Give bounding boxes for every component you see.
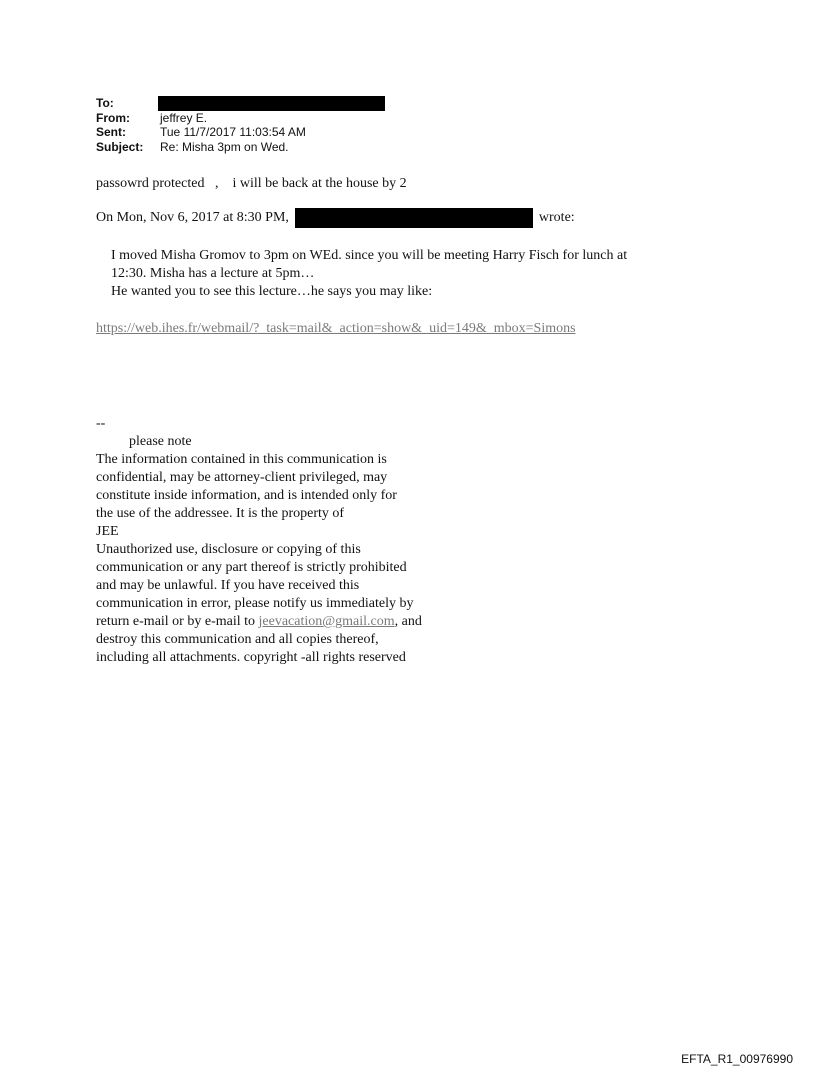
redaction-bar	[158, 96, 385, 111]
email-link[interactable]: jeevacation@gmail.com	[258, 614, 395, 629]
to-row	[96, 96, 385, 111]
signature-block	[96, 415, 476, 667]
subject-label: Subject:	[96, 139, 144, 154]
signature-line: destroy this communication and all copies thereof,	[96, 632, 379, 647]
signature-line: The information contained in this communication is	[96, 452, 387, 467]
quote-line: I moved Misha Gromov to 3pm on WEd. since you will be meeting Harry Fisch for lunch at	[111, 248, 628, 263]
signature-line: Unauthorized use, disclosure or copying of this	[96, 542, 361, 557]
attribution-prefix: On Mon, Nov 6, 2017 at 8:30 PM,	[96, 210, 289, 225]
from-row	[96, 111, 385, 126]
signature-line	[96, 613, 476, 631]
attribution-suffix: wrote:	[538, 210, 575, 225]
redaction-bar	[295, 208, 533, 228]
reply-text: passowrd protected , i will be back at the house by 2	[96, 176, 407, 191]
quote-attribution	[96, 208, 575, 228]
signature-text: , and	[394, 614, 422, 629]
signature-dash: --	[96, 416, 106, 431]
signature-line: the use of the addressee. It is the property of	[96, 506, 345, 521]
signature-line: and may be unlawful. If you have received this	[96, 578, 360, 593]
subject-row	[96, 140, 385, 155]
signature-line: JEE	[96, 524, 119, 539]
signature-text: return e-mail or by e-mail to	[96, 614, 259, 629]
email-header	[96, 96, 385, 154]
from-value: jeffrey E.	[160, 110, 208, 125]
signature-line: communication in error, please notify us immediately by	[96, 596, 414, 611]
to-label: To:	[96, 96, 114, 110]
signature-line: confidential, may be attorney-client privileged, may	[96, 470, 388, 485]
signature-line: constitute inside information, and is intended only for	[96, 488, 397, 503]
signature-line: including all attachments. copyright -all rights reserved	[96, 650, 406, 665]
quote-line: 12:30. Misha has a lecture at 5pm…	[111, 266, 315, 281]
sent-label: Sent:	[96, 125, 126, 139]
signature-note: please note	[129, 434, 192, 449]
webmail-link[interactable]: https://web.ihes.fr/webmail/?_task=mail&_action=show&_uid=149&_mbox=Simons	[96, 321, 576, 336]
sent-row	[96, 125, 385, 140]
quoted-message	[111, 247, 711, 301]
from-label: From:	[96, 110, 130, 125]
sent-value: Tue 11/7/2017 11:03:54 AM	[160, 125, 306, 139]
document-id: EFTA_R1_00976990	[681, 1052, 793, 1066]
subject-value: Re: Misha 3pm on Wed.	[160, 139, 289, 154]
quote-line: He wanted you to see this lecture…he says you may like:	[111, 284, 433, 299]
signature-line: communication or any part thereof is strictly prohibited	[96, 560, 407, 575]
